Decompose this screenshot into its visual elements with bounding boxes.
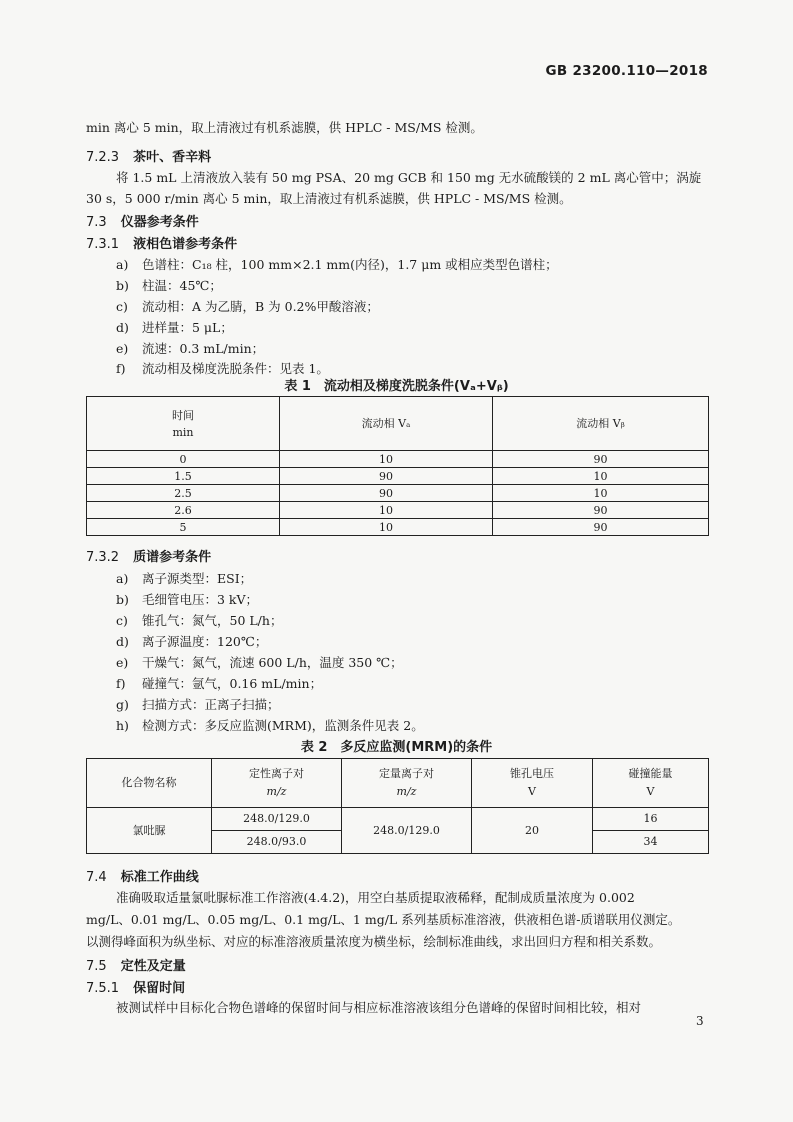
column-header-collision-energy: [593, 759, 709, 808]
table-cell: 248.0/129.0: [342, 808, 472, 854]
section-7-4-heading: [86, 866, 199, 885]
section-title: 质谱参考条件: [133, 550, 212, 565]
table-cell: 0: [87, 451, 280, 468]
table-cell: 2.5: [87, 485, 280, 502]
section-number: 7.5: [86, 959, 107, 974]
list-marker: b): [116, 278, 129, 293]
table-header-row: [87, 397, 709, 451]
list-item: [116, 590, 258, 608]
section-number: 7.3.2: [86, 550, 120, 565]
text-line: 将 1.5 mL 上清液放入装有 50 mg PSA、20 mg GCB 和 150 mg 无水硫酸镁的 2 mL 离心管中；涡旋: [116, 170, 702, 185]
column-header-time: [87, 397, 280, 451]
table-cell: 90: [280, 485, 493, 502]
section-7-3-heading: [86, 211, 199, 230]
text-line: 以测得峰面积为纵坐标、对应的标准溶液质量浓度为横坐标，绘制标准曲线，求出回归方程和相关系数。: [86, 934, 662, 949]
list-item: [116, 695, 280, 713]
header-unit: m/z: [266, 785, 287, 798]
column-header-phase-b: 流动相 Vᵦ: [493, 397, 709, 451]
table-cell: 90: [493, 519, 709, 536]
column-header-qualifier-ion: [212, 759, 342, 808]
table-cell: 90: [493, 451, 709, 468]
section-7-3-2-heading: [86, 546, 211, 565]
table-2-mrm: [86, 758, 709, 854]
table-row: [87, 451, 709, 468]
list-marker: c): [116, 613, 128, 628]
list-item: [116, 569, 252, 587]
list-text: 流动相：A 为乙腈，B 为 0.2%甲酸溶液；: [142, 299, 379, 314]
header-label: 定性离子对: [249, 767, 304, 780]
section-title: 保留时间: [133, 981, 186, 996]
column-header-cone-voltage: [472, 759, 593, 808]
table-cell-compound: 氯吡脲: [87, 808, 212, 854]
section-7-5-1-heading: [86, 977, 185, 996]
list-marker: c): [116, 299, 128, 314]
list-item: [116, 255, 558, 273]
table-cell: 10: [493, 468, 709, 485]
table-cell: 16: [593, 808, 709, 831]
text-line: 被测试样中目标化合物色谱峰的保留时间与相应标准溶液该组分色谱峰的保留时间相比较，相对: [116, 1000, 642, 1015]
list-text: 扫描方式：正离子扫描；: [142, 697, 280, 712]
table-2-caption: 表 2 多反应监测(MRM)的条件: [300, 740, 493, 755]
section-title: 定性及定量: [120, 959, 186, 974]
section-number: 7.5.1: [86, 981, 120, 996]
list-item: [116, 339, 264, 357]
list-item: [116, 653, 403, 671]
table-cell: 10: [493, 485, 709, 502]
list-item: [116, 276, 222, 294]
header-label: 碰撞能量: [628, 767, 673, 780]
table-cell: 20: [472, 808, 593, 854]
list-text: 毛细管电压：3 kV；: [142, 592, 259, 607]
table-cell: 90: [493, 502, 709, 519]
section-title: 茶叶、香辛料: [133, 150, 212, 165]
section-number: 7.3: [86, 215, 107, 230]
page-number: 3: [696, 1014, 704, 1028]
table-1-gradient: [86, 396, 709, 536]
table-row: [87, 808, 709, 831]
section-number: 7.4: [86, 870, 107, 885]
table-cell: 90: [280, 468, 493, 485]
list-item: [116, 297, 379, 315]
text-line: mg/L、0.01 mg/L、0.05 mg/L、0.1 mg/L、1 mg/L 系列基质标准溶液，供液相色谱-质谱联用仪测定。: [86, 912, 681, 927]
header-unit: V: [528, 785, 536, 798]
list-text: 进样量：5 μL；: [142, 320, 233, 335]
list-marker: a): [116, 571, 129, 586]
header-unit: m/z: [396, 785, 417, 798]
column-header-phase-a: 流动相 Vₐ: [280, 397, 493, 451]
table-cell: 10: [280, 451, 493, 468]
list-text: 柱温：45℃；: [142, 278, 222, 293]
section-7-5-heading: [86, 955, 186, 974]
table-cell: 1.5: [87, 468, 280, 485]
list-marker: g): [116, 697, 129, 712]
list-marker: d): [116, 320, 129, 335]
list-marker: e): [116, 655, 129, 670]
list-text: 干燥气：氮气，流速 600 L/h，温度 350 ℃；: [142, 655, 403, 670]
list-text: 流动相及梯度洗脱条件：见表 1。: [142, 361, 329, 376]
list-marker: f): [116, 361, 126, 376]
header-label: 锥孔电压: [510, 767, 554, 780]
header-label: 定量离子对: [379, 767, 434, 780]
table-row: [87, 485, 709, 502]
list-item: [116, 318, 233, 336]
list-item: [116, 674, 322, 692]
header-label: 时间: [172, 408, 194, 422]
column-header-quantifier-ion: [342, 759, 472, 808]
table-row: [87, 502, 709, 519]
section-7-2-3-heading: [86, 146, 211, 165]
column-header-compound: 化合物名称: [87, 759, 212, 808]
table-cell: 2.6: [87, 502, 280, 519]
list-item: [116, 632, 267, 650]
text-line: min 离心 5 min，取上清液过有机系滤膜，供 HPLC - MS/MS 检测。: [86, 120, 483, 135]
list-marker: d): [116, 634, 129, 649]
list-text: 检测方式：多反应监测(MRM)，监测条件见表 2。: [142, 718, 424, 733]
header-unit: V: [646, 785, 655, 798]
list-marker: a): [116, 257, 129, 272]
list-marker: b): [116, 592, 129, 607]
section-number: 7.3.1: [86, 237, 120, 252]
table-cell: 248.0/93.0: [212, 831, 342, 854]
list-text: 流速：0.3 mL/min；: [142, 341, 265, 356]
section-title: 仪器参考条件: [120, 215, 199, 230]
list-marker: h): [116, 718, 129, 733]
table-1-caption: 表 1 流动相及梯度洗脱条件(Vₐ+Vᵦ): [284, 379, 509, 394]
table-header-row: [87, 759, 709, 808]
list-item: [116, 716, 424, 734]
list-text: 离子源温度：120℃；: [142, 634, 268, 649]
standard-number: GB 23200.110—2018: [545, 63, 708, 79]
section-number: 7.2.3: [86, 150, 120, 165]
list-item: [116, 611, 282, 629]
table-cell: 248.0/129.0: [212, 808, 342, 831]
table-row: [87, 519, 709, 536]
text-line: 30 s，5 000 r/min 离心 5 min，取上清液过有机系滤膜，供 HPLC - MS/MS 检测。: [86, 191, 572, 206]
list-text: 锥孔气：氮气，50 L/h；: [142, 613, 283, 628]
table-cell: 10: [280, 519, 493, 536]
section-7-3-1-heading: [86, 233, 237, 252]
section-title: 标准工作曲线: [120, 870, 199, 885]
table-row: [87, 468, 709, 485]
list-marker: f): [116, 676, 126, 691]
text-line: 准确吸取适量氯吡脲标准工作溶液(4.4.2)，用空白基质提取液稀释，配制成质量浓度为 0.002: [116, 890, 635, 905]
table-cell: 10: [280, 502, 493, 519]
list-marker: e): [116, 341, 129, 356]
list-text: 碰撞气：氩气，0.16 mL/min；: [142, 676, 323, 691]
list-text: 离子源类型：ESI；: [142, 571, 253, 586]
table-cell: 5: [87, 519, 280, 536]
list-text: 色谱柱：C₁₈ 柱，100 mm×2.1 mm(内径)，1.7 μm 或相应类型色谱柱；: [142, 257, 558, 272]
table-cell: 34: [593, 831, 709, 854]
section-title: 液相色谱参考条件: [133, 237, 238, 252]
header-unit: min: [172, 425, 194, 439]
